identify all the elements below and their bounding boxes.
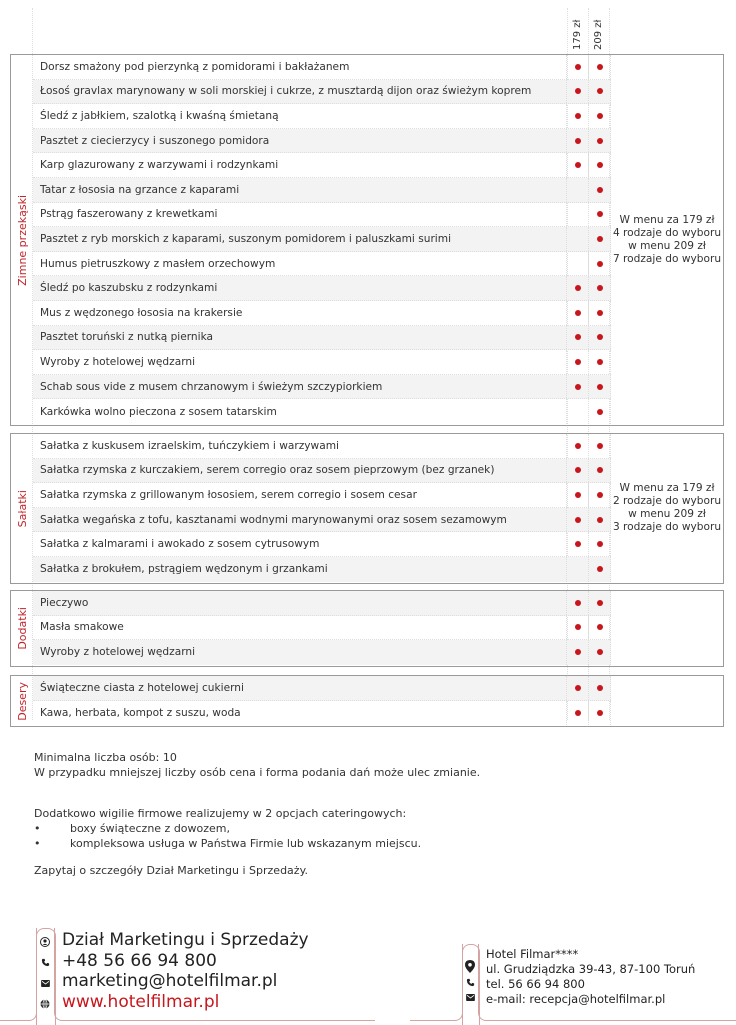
section-label-text: Desery bbox=[15, 681, 29, 721]
availability-dot-icon bbox=[597, 359, 603, 365]
availability-dot-icon bbox=[597, 236, 603, 242]
availability-cell-179 bbox=[566, 557, 588, 582]
section-label bbox=[11, 591, 33, 666]
catering-intro: Dodatkowo wigilie firmowe realizujemy w 2 opcjach cateringowych: bbox=[34, 807, 407, 820]
availability-cell-179 bbox=[566, 252, 588, 276]
menu-section bbox=[10, 54, 724, 426]
availability-dot-icon bbox=[575, 600, 581, 606]
phone-icon bbox=[41, 953, 50, 974]
menu-item-name: Schab sous vide z musem chrzanowym i świeżym szczypiorkiem bbox=[40, 380, 383, 393]
website-link[interactable]: www.hotelfilmar.pl bbox=[62, 991, 220, 1012]
availability-dot-icon bbox=[575, 710, 581, 716]
catering-block bbox=[34, 806, 421, 851]
section-note-line: 3 rodzaje do wyboru bbox=[612, 521, 722, 534]
menu-item-name: Sałatka rzymska z grillowanym łososiem, serem corregio i sosem cesar bbox=[40, 488, 417, 501]
menu-item-row bbox=[33, 178, 611, 203]
menu-item-name: Śledź po kaszubsku z rodzynkami bbox=[40, 282, 218, 295]
availability-dot-icon bbox=[597, 492, 603, 498]
menu-item-name: Wyroby z hotelowej wędzarni bbox=[40, 646, 196, 659]
availability-dot-icon bbox=[597, 162, 603, 168]
availability-cell-179 bbox=[566, 459, 588, 483]
section-label bbox=[11, 434, 33, 583]
availability-dot-icon bbox=[597, 517, 603, 523]
availability-dot-icon bbox=[597, 600, 603, 606]
availability-cell-179 bbox=[566, 508, 588, 532]
section-note bbox=[611, 55, 723, 425]
availability-dot-icon bbox=[575, 310, 581, 316]
availability-cell-179 bbox=[566, 104, 588, 128]
mail-icon bbox=[466, 990, 475, 1005]
availability-dot-icon bbox=[597, 467, 603, 473]
section-rows bbox=[33, 434, 611, 582]
section-note-line: W menu za 179 zł bbox=[619, 214, 715, 226]
availability-dot-icon bbox=[597, 113, 603, 119]
menu-section bbox=[10, 433, 724, 584]
hotel-name: Hotel Filmar**** bbox=[486, 947, 579, 961]
availability-dot-icon bbox=[597, 211, 603, 217]
menu-item-name: Humus pietruszkowy z masłem orzechowym bbox=[40, 257, 276, 270]
availability-dot-icon bbox=[597, 541, 603, 547]
menu-item-row bbox=[33, 701, 611, 726]
availability-cell-179 bbox=[566, 326, 588, 350]
availability-cell-179 bbox=[566, 276, 588, 300]
mail-icon bbox=[41, 973, 50, 994]
menu-item-name: Pasztet z ryb morskich z kaparami, suszonym pomidorem i paluszkami surimi bbox=[40, 232, 452, 245]
availability-dot-icon bbox=[597, 64, 603, 70]
availability-cell-179 bbox=[566, 616, 588, 640]
menu-item-row bbox=[33, 55, 611, 80]
availability-dot-icon bbox=[575, 285, 581, 291]
section-label-text: Sałatki bbox=[15, 489, 29, 527]
availability-cell-209 bbox=[588, 203, 611, 227]
availability-cell-179 bbox=[566, 80, 588, 104]
availability-cell-209 bbox=[588, 532, 611, 556]
info-block bbox=[34, 750, 480, 780]
menu-item-row bbox=[33, 301, 611, 326]
hotel-phone-link[interactable]: tel. 56 66 94 800 bbox=[486, 977, 585, 991]
availability-dot-icon bbox=[575, 649, 581, 655]
menu-item-row bbox=[33, 203, 611, 228]
section-note-line: 2 rodzaje do wyboru bbox=[612, 495, 722, 508]
availability-dot-icon bbox=[597, 187, 603, 193]
availability-cell-209 bbox=[588, 350, 611, 374]
availability-cell-179 bbox=[566, 153, 588, 177]
availability-cell-209 bbox=[588, 399, 611, 424]
availability-dot-icon bbox=[575, 138, 581, 144]
menu-item-row bbox=[33, 459, 611, 484]
menu-item-row bbox=[33, 532, 611, 557]
menu-item-row bbox=[33, 350, 611, 375]
section-note bbox=[611, 434, 723, 583]
availability-dot-icon bbox=[597, 334, 603, 340]
availability-cell-179 bbox=[566, 301, 588, 325]
min-people: Minimalna liczba osób: 10 bbox=[34, 751, 177, 764]
availability-dot-icon bbox=[597, 384, 603, 390]
availability-dot-icon bbox=[597, 310, 603, 316]
section-note-line: 7 rodzaje do wyboru bbox=[612, 253, 722, 265]
availability-dot-icon bbox=[597, 285, 603, 291]
availability-dot-icon bbox=[575, 334, 581, 340]
availability-dot-icon bbox=[597, 566, 603, 572]
menu-item-name: Masła smakowe bbox=[40, 621, 124, 634]
catering-option: • kompleksowa usługa w Państwa Firmie lub wskazanym miejscu. bbox=[34, 837, 422, 850]
availability-dot-icon bbox=[575, 384, 581, 390]
availability-cell-179 bbox=[566, 203, 588, 227]
ask-note: Zapytaj o szczegóły Dział Marketingu i Sprzedaży. bbox=[34, 864, 309, 877]
availability-cell-179 bbox=[566, 483, 588, 507]
section-note-line: 4 rodzaje do wyboru bbox=[612, 227, 722, 239]
availability-cell-209 bbox=[588, 483, 611, 507]
availability-dot-icon bbox=[575, 113, 581, 119]
availability-cell-209 bbox=[588, 104, 611, 128]
section-label-text: Zimne przekąski bbox=[15, 194, 29, 286]
availability-cell-179 bbox=[566, 350, 588, 374]
menu-item-row bbox=[33, 557, 611, 582]
menu-item-row bbox=[33, 483, 611, 508]
availability-dot-icon bbox=[575, 541, 581, 547]
menu-item-name: Karp glazurowany z warzywami i rodzynkami bbox=[40, 159, 279, 172]
price-header-209: 209 zł bbox=[593, 19, 604, 50]
section-note bbox=[611, 591, 723, 666]
contact-frame-left bbox=[0, 928, 37, 1021]
hotel-frame-left bbox=[410, 944, 463, 1021]
section-label-text: Dodatki bbox=[15, 607, 29, 650]
availability-cell-209 bbox=[588, 676, 611, 700]
section-label bbox=[11, 55, 33, 425]
availability-cell-209 bbox=[588, 301, 611, 325]
availability-cell-179 bbox=[566, 434, 588, 458]
availability-dot-icon bbox=[575, 467, 581, 473]
availability-dot-icon bbox=[575, 517, 581, 523]
availability-dot-icon bbox=[597, 409, 603, 415]
menu-item-row bbox=[33, 616, 611, 641]
section-rows bbox=[33, 55, 611, 424]
availability-dot-icon bbox=[575, 685, 581, 691]
availability-cell-179 bbox=[566, 701, 588, 726]
menu-item-name: Łosoś gravlax marynowany w soli morskiej i cukrze, z musztardą dijon oraz świeżym koprem bbox=[40, 85, 532, 98]
menu-item-name: Sałatka z kalmarami i awokado z sosem cytrusowym bbox=[40, 538, 320, 551]
availability-cell-209 bbox=[588, 557, 611, 582]
menu-item-row bbox=[33, 375, 611, 400]
menu-item-row bbox=[33, 508, 611, 533]
location-pin-icon bbox=[465, 957, 475, 975]
menu-section bbox=[10, 675, 724, 727]
section-note-line: W menu za 179 zł bbox=[619, 482, 715, 495]
availability-cell-179 bbox=[566, 375, 588, 399]
person-icon bbox=[40, 932, 50, 953]
menu-item-name: Mus z wędzonego łososia na krakersie bbox=[40, 306, 243, 319]
menu-item-name: Pieczywo bbox=[40, 596, 89, 609]
availability-dot-icon bbox=[597, 710, 603, 716]
section-rows bbox=[33, 591, 611, 665]
availability-cell-179 bbox=[566, 129, 588, 153]
availability-dot-icon bbox=[575, 624, 581, 630]
menu-item-row bbox=[33, 104, 611, 129]
menu-item-row bbox=[33, 434, 611, 459]
availability-cell-209 bbox=[588, 178, 611, 202]
availability-cell-179 bbox=[566, 227, 588, 251]
availability-dot-icon bbox=[575, 443, 581, 449]
menu-item-name: Świąteczne ciasta z hotelowej cukierni bbox=[40, 681, 244, 694]
menu-item-name: Karkówka wolno pieczona z sosem tatarskim bbox=[40, 405, 277, 418]
availability-cell-209 bbox=[588, 459, 611, 483]
globe-icon bbox=[40, 994, 50, 1015]
availability-cell-209 bbox=[588, 252, 611, 276]
availability-dot-icon bbox=[597, 443, 603, 449]
menu-item-row bbox=[33, 227, 611, 252]
section-note-line: w menu 209 zł bbox=[628, 240, 706, 252]
price-header-179: 179 zł bbox=[572, 19, 583, 50]
catering-option: • boxy świąteczne z dowozem, bbox=[34, 822, 231, 835]
hotel-address: ul. Grudziądzka 39-43, 87-100 Toruń bbox=[486, 962, 696, 976]
menu-item-row bbox=[33, 676, 611, 701]
menu-item-row bbox=[33, 276, 611, 301]
menu-item-row bbox=[33, 153, 611, 178]
availability-dot-icon bbox=[575, 492, 581, 498]
menu-item-name: Pstrąg faszerowany z krewetkami bbox=[40, 208, 218, 221]
availability-cell-209 bbox=[588, 55, 611, 79]
menu-item-row bbox=[33, 326, 611, 351]
availability-cell-209 bbox=[588, 616, 611, 640]
availability-dot-icon bbox=[597, 649, 603, 655]
availability-cell-209 bbox=[588, 276, 611, 300]
marketing-phone-link[interactable]: +48 56 66 94 800 bbox=[62, 950, 217, 971]
menu-item-name: Sałatka wegańska z tofu, kasztanami wodnymi marynowanymi oraz sosem sezamowym bbox=[40, 513, 507, 526]
menu-section bbox=[10, 590, 724, 667]
menu-item-row bbox=[33, 252, 611, 277]
menu-item-row bbox=[33, 80, 611, 105]
availability-cell-209 bbox=[588, 80, 611, 104]
min-people-note: W przypadku mniejszej liczby osób cena i forma podania dań może ulec zmianie. bbox=[34, 766, 481, 779]
marketing-department: Dział Marketingu i Sprzedaży bbox=[62, 930, 309, 950]
section-label bbox=[11, 676, 33, 726]
menu-item-name: Sałatka z kuskusem izraelskim, tuńczykiem i warzywami bbox=[40, 439, 339, 452]
availability-cell-209 bbox=[588, 701, 611, 726]
availability-cell-179 bbox=[566, 399, 588, 424]
menu-item-row bbox=[33, 591, 611, 616]
availability-cell-209 bbox=[588, 640, 611, 665]
availability-cell-179 bbox=[566, 591, 588, 615]
availability-dot-icon bbox=[575, 64, 581, 70]
availability-cell-209 bbox=[588, 153, 611, 177]
section-rows bbox=[33, 676, 611, 725]
availability-cell-209 bbox=[588, 326, 611, 350]
availability-cell-209 bbox=[588, 375, 611, 399]
availability-cell-179 bbox=[566, 532, 588, 556]
menu-item-name: Śledź z jabłkiem, szalotką i kwaśną śmietaną bbox=[40, 109, 279, 122]
availability-cell-179 bbox=[566, 55, 588, 79]
phone-icon bbox=[466, 975, 475, 990]
menu-item-row bbox=[33, 399, 611, 424]
availability-dot-icon bbox=[575, 162, 581, 168]
availability-dot-icon bbox=[575, 88, 581, 94]
availability-cell-179 bbox=[566, 676, 588, 700]
menu-item-name: Sałatka z brokułem, pstrągiem wędzonym i grzankami bbox=[40, 563, 328, 576]
availability-dot-icon bbox=[597, 624, 603, 630]
menu-item-name: Kawa, herbata, kompot z suszu, woda bbox=[40, 706, 241, 719]
availability-dot-icon bbox=[597, 88, 603, 94]
marketing-email-link[interactable]: marketing@hotelfilmar.pl bbox=[62, 971, 278, 991]
availability-cell-209 bbox=[588, 591, 611, 615]
section-note bbox=[611, 676, 723, 726]
availability-cell-179 bbox=[566, 178, 588, 202]
menu-item-name: Wyroby z hotelowej wędzarni bbox=[40, 355, 196, 368]
availability-dot-icon bbox=[597, 685, 603, 691]
menu-item-row bbox=[33, 129, 611, 154]
availability-cell-209 bbox=[588, 129, 611, 153]
menu-item-name: Tatar z łososia na grzance z kaparami bbox=[40, 183, 240, 196]
hotel-email-link[interactable]: e-mail: recepcja@hotelfilmar.pl bbox=[486, 992, 666, 1006]
availability-cell-209 bbox=[588, 434, 611, 458]
menu-item-name: Dorsz smażony pod pierzynką z pomidorami i bakłażanem bbox=[40, 60, 350, 73]
availability-dot-icon bbox=[597, 261, 603, 267]
availability-cell-179 bbox=[566, 640, 588, 665]
availability-cell-209 bbox=[588, 227, 611, 251]
section-note-line: w menu 209 zł bbox=[628, 508, 706, 521]
menu-item-row bbox=[33, 640, 611, 665]
menu-item-name: Pasztet toruński z nutką piernika bbox=[40, 331, 214, 344]
availability-dot-icon bbox=[575, 359, 581, 365]
availability-dot-icon bbox=[597, 138, 603, 144]
menu-item-name: Sałatka rzymska z kurczakiem, serem corregio oraz sosem pieprzowym (bez grzanek) bbox=[40, 464, 495, 477]
availability-cell-209 bbox=[588, 508, 611, 532]
menu-item-name: Pasztet z ciecierzycy i suszonego pomidora bbox=[40, 134, 270, 147]
